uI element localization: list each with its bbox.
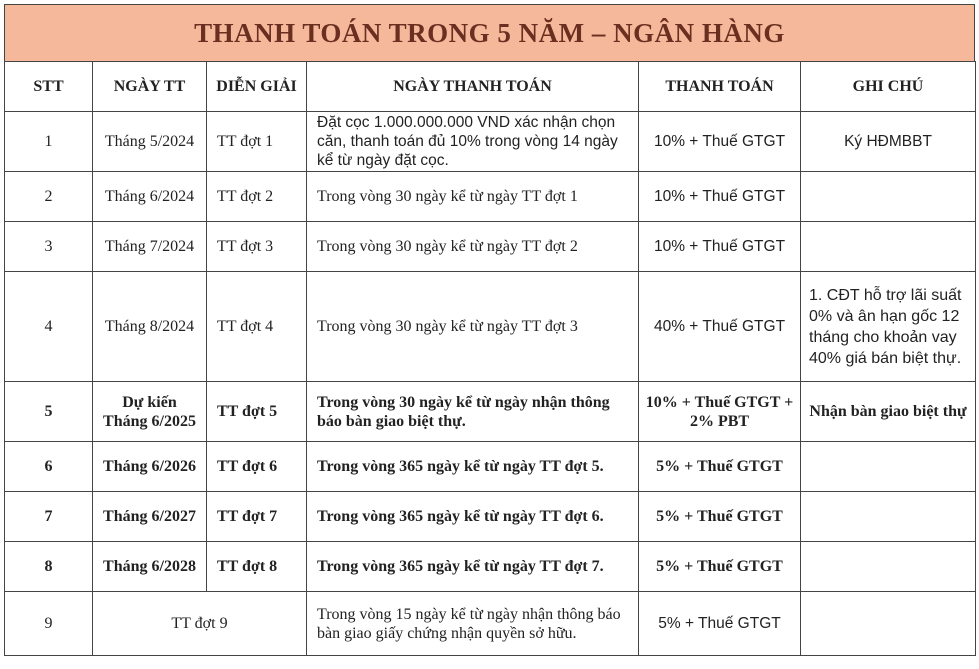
header-ghi-chu: GHI CHÚ [801,62,976,112]
payment-table [4,61,976,656]
cell-stt: 1 [5,112,93,172]
cell-dien-giai: TT đợt 5 [207,382,307,442]
cell-dien-giai: TT đợt 6 [207,442,307,492]
cell-thanh-toan: 10% + Thuế GTGT [639,172,801,222]
cell-ghi-chu [801,222,976,272]
header-row [5,62,976,112]
cell-ngay-thanh-toan: Trong vòng 30 ngày kể từ ngày TT đợt 3 [307,272,639,382]
cell-dien-giai: TT đợt 8 [207,542,307,592]
header-stt: STT [5,62,93,112]
cell-ngay: Tháng 6/2027 [93,492,207,542]
table-row [5,172,976,222]
cell-thanh-toan: 10% + Thuế GTGT [639,112,801,172]
cell-dien-giai: TT đợt 4 [207,272,307,382]
cell-ghi-chu: 1. CĐT hỗ trợ lãi suất 0% và ân hạn gốc 12 tháng cho khoản vay 40% giá bán biệt thự. [801,272,976,382]
cell-dien-giai: TT đợt 2 [207,172,307,222]
cell-stt: 3 [5,222,93,272]
table-row [5,442,976,492]
cell-stt: 2 [5,172,93,222]
page-title: THANH TOÁN TRONG 5 NĂM – NGÂN HÀNG [4,4,975,62]
cell-ghi-chu [801,592,976,656]
table-row [5,542,976,592]
cell-ghi-chu: Nhận bàn giao biệt thự [801,382,976,442]
cell-thanh-toan: 10% + Thuế GTGT + 2% PBT [639,382,801,442]
cell-ngay-thanh-toan: Đặt cọc 1.000.000.000 VND xác nhận chọn căn, thanh toán đủ 10% trong vòng 14 ngày kể từ ngày đặt cọc. [307,112,639,172]
cell-thanh-toan: 40% + Thuế GTGT [639,272,801,382]
cell-stt: 9 [5,592,93,656]
cell-ngay-thanh-toan: Trong vòng 365 ngày kể từ ngày TT đợt 7. [307,542,639,592]
cell-ghi-chu: Ký HĐMBBT [801,112,976,172]
cell-ngay-thanh-toan: Trong vòng 15 ngày kể từ ngày nhận thông báo bàn giao giấy chứng nhận quyền sở hữu. [307,592,639,656]
header-dien-giai: DIỄN GIẢI [207,62,307,112]
header-ngay-tt: NGÀY TT [93,62,207,112]
cell-dien-giai: TT đợt 7 [207,492,307,542]
payment-schedule [4,4,975,665]
cell-ngay: Tháng 6/2026 [93,442,207,492]
table-row [5,592,976,656]
cell-thanh-toan: 5% + Thuế GTGT [639,592,801,656]
cell-dien-giai: TT đợt 3 [207,222,307,272]
cell-ngay: Dự kiến Tháng 6/2025 [93,382,207,442]
cell-ngay-thanh-toan: Trong vòng 365 ngày kể từ ngày TT đợt 6. [307,492,639,542]
cell-ngay: Tháng 8/2024 [93,272,207,382]
cell-ngay-dien-giai: TT đợt 9 [93,592,307,656]
cell-ngay-thanh-toan: Trong vòng 30 ngày kể từ ngày TT đợt 1 [307,172,639,222]
header-ngay-thanh-toan: NGÀY THANH TOÁN [307,62,639,112]
cell-dien-giai: TT đợt 1 [207,112,307,172]
cell-ngay: Tháng 5/2024 [93,112,207,172]
cell-ngay: Tháng 6/2024 [93,172,207,222]
cell-ghi-chu [801,172,976,222]
cell-ngay: Tháng 7/2024 [93,222,207,272]
cell-thanh-toan: 5% + Thuế GTGT [639,492,801,542]
cell-thanh-toan: 5% + Thuế GTGT [639,542,801,592]
cell-ghi-chu [801,442,976,492]
cell-ghi-chu [801,542,976,592]
cell-stt: 5 [5,382,93,442]
table-row [5,382,976,442]
cell-ngay: Tháng 6/2028 [93,542,207,592]
cell-stt: 4 [5,272,93,382]
cell-ngay-thanh-toan: Trong vòng 30 ngày kể từ ngày nhận thông báo bàn giao biệt thự. [307,382,639,442]
header-thanh-toan: THANH TOÁN [639,62,801,112]
cell-stt: 8 [5,542,93,592]
cell-ngay-thanh-toan: Trong vòng 30 ngày kể từ ngày TT đợt 2 [307,222,639,272]
cell-thanh-toan: 10% + Thuế GTGT [639,222,801,272]
cell-thanh-toan: 5% + Thuế GTGT [639,442,801,492]
cell-ngay-thanh-toan: Trong vòng 365 ngày kể từ ngày TT đợt 5. [307,442,639,492]
table-row [5,492,976,542]
table-row [5,112,976,172]
cell-stt: 7 [5,492,93,542]
cell-stt: 6 [5,442,93,492]
table-row [5,222,976,272]
cell-ghi-chu [801,492,976,542]
table-row [5,272,976,382]
